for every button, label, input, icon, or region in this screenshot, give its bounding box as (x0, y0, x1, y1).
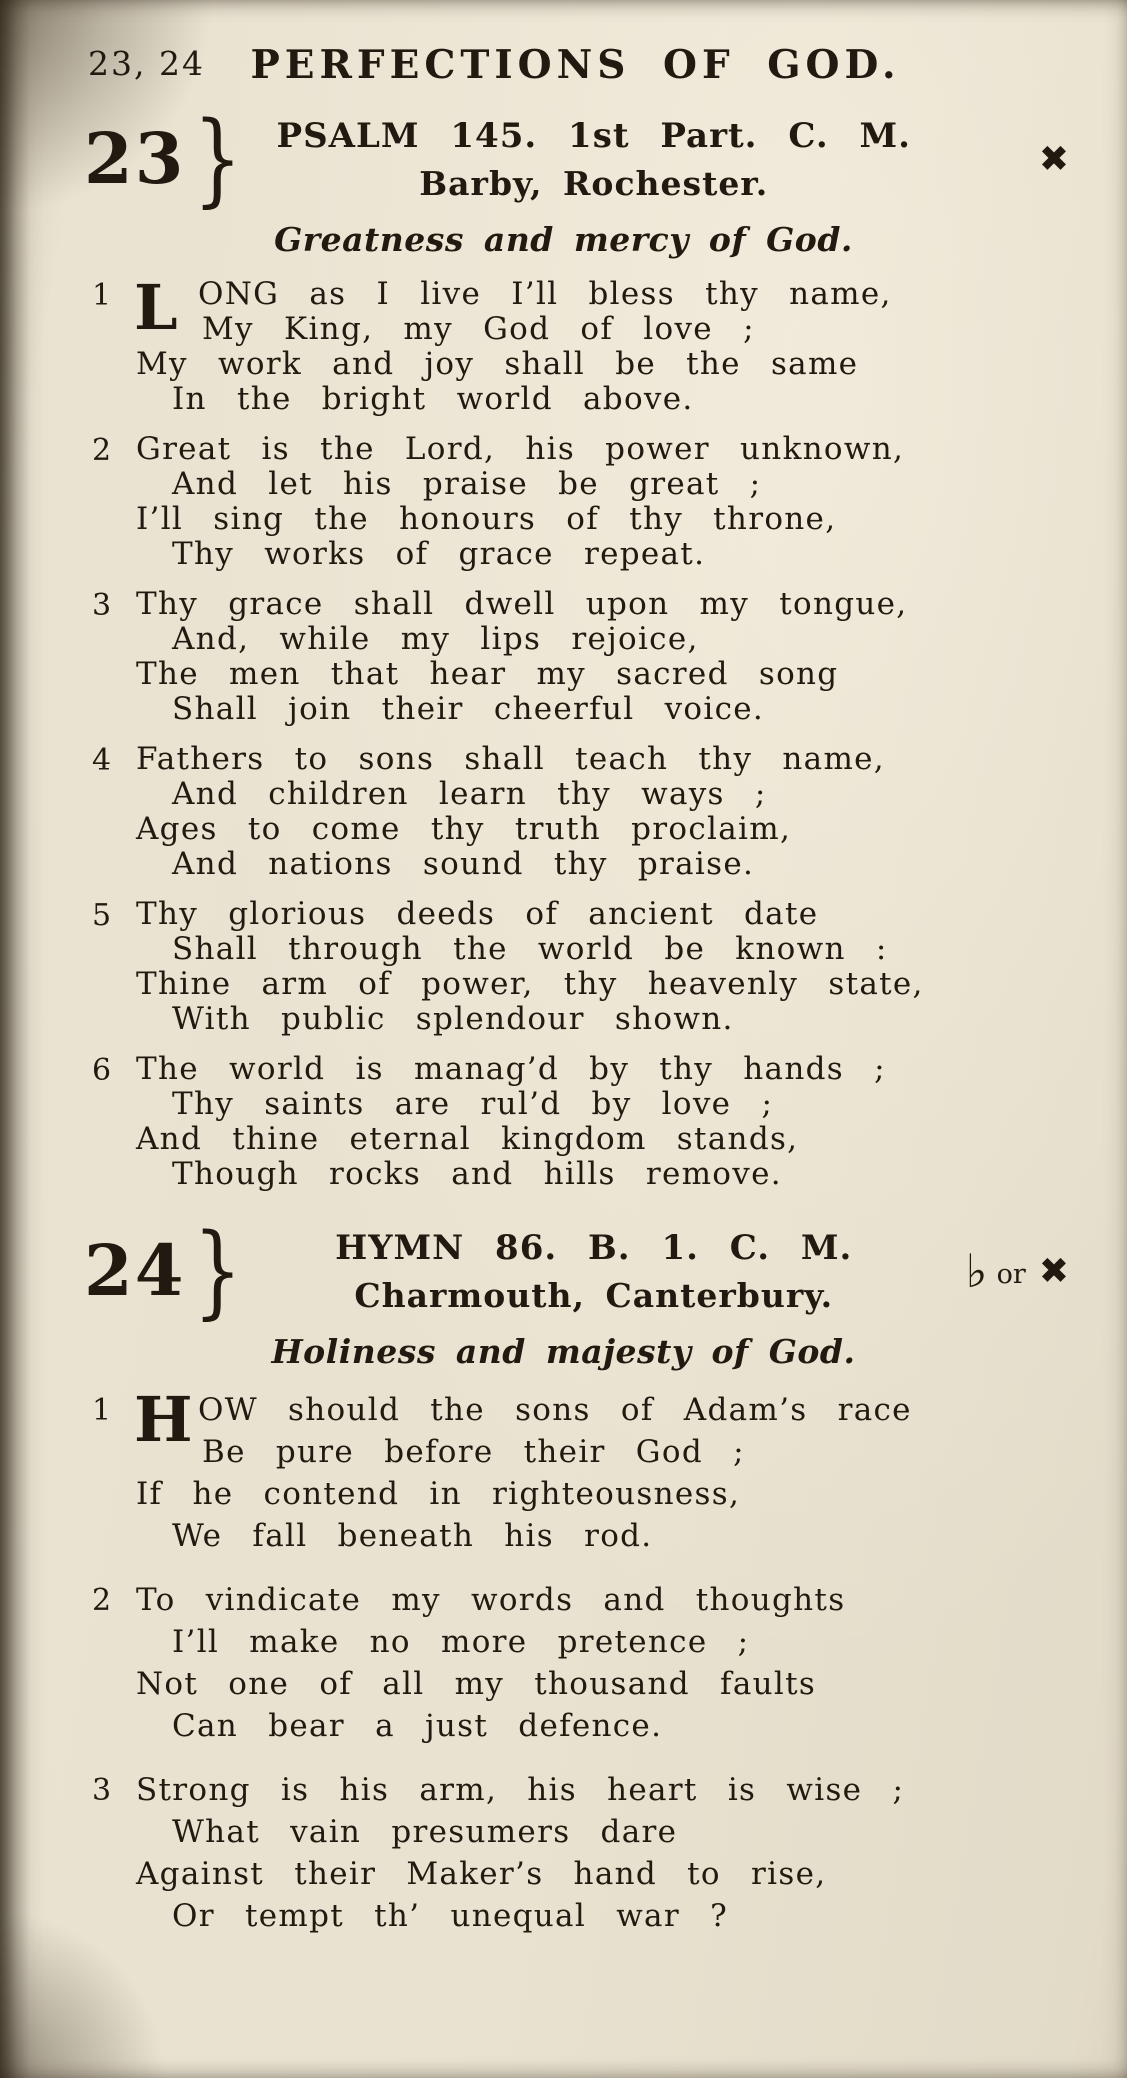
verse-number: 2 (92, 1583, 112, 1618)
verse-line: Can bear a just defence. (172, 1708, 663, 1744)
hymn-number-group (84, 100, 249, 218)
verse-line: I’ll make no more pretence ; (172, 1624, 750, 1660)
verse-line: With public splendour shown. (172, 1001, 734, 1037)
verse (90, 1383, 1079, 1557)
verse-line: Thy grace shall dwell upon my tongue, (136, 586, 908, 622)
verse-line: My King, my God of love ; (202, 311, 755, 347)
double-sharp-icon: ✖ (1038, 139, 1069, 180)
verse-number: 5 (92, 898, 112, 933)
verse (90, 742, 1079, 882)
drop-cap: L (134, 271, 178, 344)
hymn-number: 23 (84, 117, 186, 200)
hymn-brace: } (193, 100, 243, 218)
verse-line: I’ll sing the honours of thy throne, (136, 501, 837, 537)
verse-line: And thine eternal kingdom stands, (136, 1121, 799, 1157)
verse-line: And nations sound thy praise. (172, 846, 755, 882)
drop-cap: H (134, 1383, 193, 1456)
verse-line: And let his praise be great ; (172, 466, 762, 502)
verse-number: 4 (92, 743, 112, 778)
hymn-number: 24 (84, 1229, 186, 1312)
verse-line: Fathers to sons shall teach thy name, (136, 741, 885, 777)
verse-line: And, while my lips rejoice, (172, 621, 699, 657)
verse-line: Not one of all my thousand faults (136, 1666, 817, 1702)
page-numbers: 23, 24 (88, 44, 205, 83)
hymn-24-section (0, 1212, 1127, 1937)
running-title: PERFECTIONS OF GOD. (250, 42, 901, 88)
verse (90, 1579, 1079, 1747)
verse (90, 432, 1079, 572)
verse-line: Thy works of grace repeat. (172, 536, 706, 572)
verse-number: 6 (92, 1053, 112, 1088)
verse-list (90, 1383, 1079, 1937)
hymn-tune-names: Charmouth, Canterbury. (354, 1275, 834, 1315)
hymn-number-group (84, 1212, 249, 1330)
verse-number: 3 (92, 1773, 112, 1808)
hymn-subject: Greatness and mercy of God. (274, 220, 853, 259)
running-header (88, 42, 1063, 90)
verse-line: Great is the Lord, his power unknown, (136, 431, 905, 467)
verse-line: Though rocks and hills remove. (172, 1156, 782, 1192)
verse-line: What vain presumers dare (172, 1814, 678, 1850)
verse-line: We fall beneath his rod. (172, 1518, 653, 1554)
verse-line: My work and joy shall be the same (136, 346, 859, 382)
verse-line: Shall through the world be known : (172, 931, 888, 967)
double-sharp-icon: ✖ (1038, 1251, 1069, 1292)
verse-line: The world is manag’d by thy hands ; (136, 1051, 886, 1087)
hymn-23-section (0, 100, 1127, 1192)
verse (90, 271, 1079, 417)
verse-line: Be pure before their God ; (202, 1434, 745, 1470)
verse (90, 897, 1079, 1037)
verse (90, 587, 1079, 727)
hymn-title-block (249, 116, 940, 203)
key-or-text: or (996, 1259, 1026, 1290)
verse-line: Shall join their cheerful voice. (172, 691, 765, 727)
hymn-title-block (249, 1228, 940, 1315)
hymn-title: HYMN 86. B. 1. C. M. (335, 1227, 853, 1268)
hymn-title: PSALM 145. 1st Part. C. M. (276, 115, 911, 156)
hymn-24-header (84, 1212, 1069, 1330)
flat-sign-icon: ♭ (965, 1244, 988, 1298)
verse-line: Thy glorious deeds of ancient date (136, 896, 819, 932)
verse-line: If he contend in righteousness, (136, 1476, 741, 1512)
verse-line: Strong is his arm, his heart is wise ; (136, 1772, 905, 1808)
hymn-brace: } (193, 1212, 243, 1330)
music-key-mark (939, 132, 1069, 186)
verse-line: And children learn thy ways ; (172, 776, 767, 812)
hymn-23-header (84, 100, 1069, 218)
verse (90, 1769, 1079, 1937)
hymn-subject: Holiness and majesty of God. (271, 1332, 856, 1371)
verse-line: Against their Maker’s hand to rise, (136, 1856, 827, 1892)
verse-line: Or tempt th’ unequal war ? (172, 1898, 729, 1934)
verse-number: 2 (92, 433, 112, 468)
hymn-tune-names: Barby, Rochester. (419, 163, 769, 203)
verse-number: 1 (92, 278, 112, 313)
verse (90, 1052, 1079, 1192)
verse-number: 1 (92, 1393, 112, 1428)
verse-line: To vindicate my words and thoughts (136, 1582, 846, 1618)
verse-line: In the bright world above. (172, 381, 694, 417)
verse-number: 3 (92, 588, 112, 623)
verse-line: ONG as I live I’ll bless thy name, (198, 276, 892, 312)
verse-line: Thine arm of power, thy heavenly state, (136, 966, 924, 1002)
verse-line: The men that hear my sacred song (136, 656, 839, 692)
verse-list (90, 271, 1079, 1192)
verse-line: Thy saints are rul’d by love ; (172, 1086, 774, 1122)
verse-line: Ages to come thy truth proclaim, (136, 811, 792, 847)
verse-line: OW should the sons of Adam’s race (198, 1392, 912, 1428)
music-key-mark (939, 1244, 1069, 1298)
